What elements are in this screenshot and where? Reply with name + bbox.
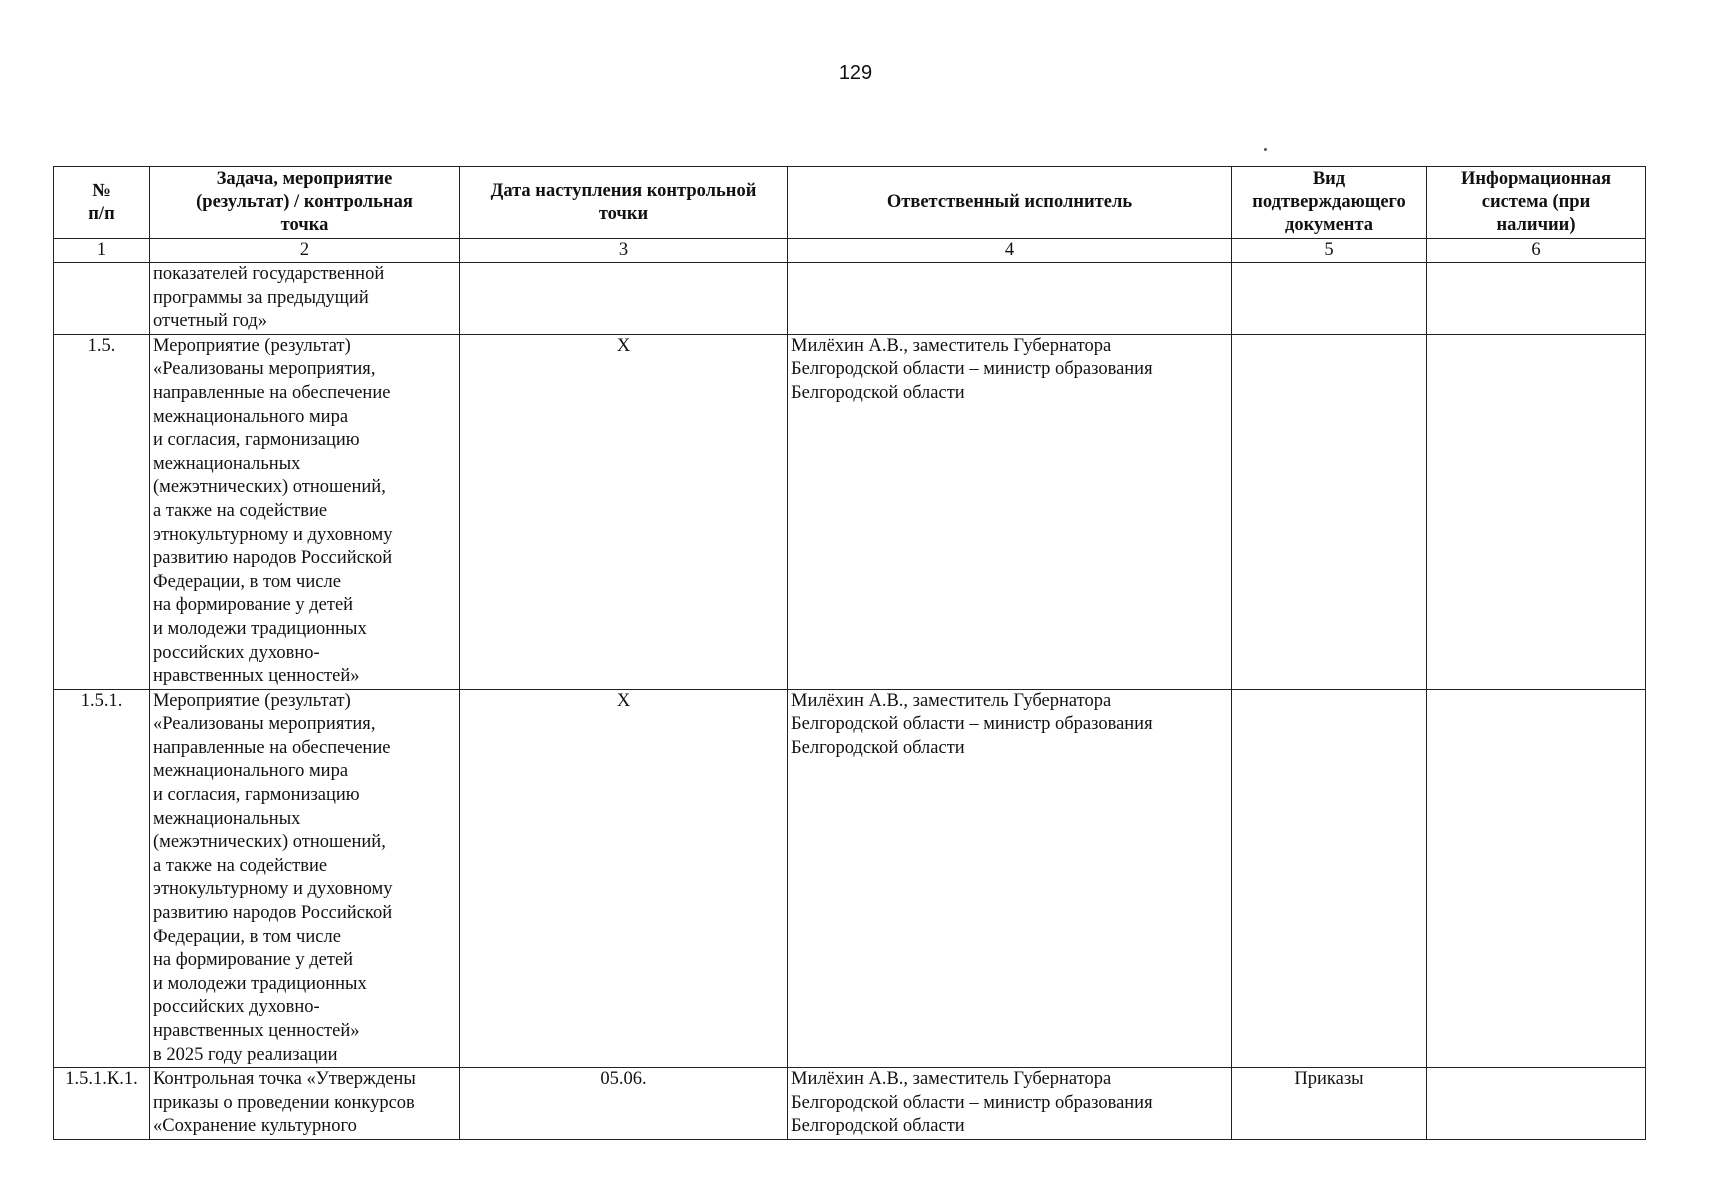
- document-type-cell: Приказы: [1232, 1068, 1427, 1140]
- info-system-cell: [1427, 334, 1646, 689]
- header-responsible: Ответственный исполнитель: [788, 167, 1232, 239]
- task-cell: Мероприятие (результат) «Реализованы мероприятия, направленные на обеспечение межнационального мира и согласия, гармонизацию межнациональных (межэтнических) отношений, а также на содействие этнокультурному и духовному развитию народов Российской Федерации, в том числе на формирование у детей и молодежи традиционных российских духовно- нравственных ценностей»: [150, 334, 460, 689]
- info-system-cell: [1427, 263, 1646, 335]
- row-number-cell: [54, 263, 150, 335]
- column-number: 4: [788, 239, 1232, 263]
- task-cell: показателей государственной программы за предыдущий отчетный год»: [150, 263, 460, 335]
- column-number: 2: [150, 239, 460, 263]
- responsible-cell: Милёхин А.В., заместитель Губернатора Белгородской области – министр образования Белгородской области: [788, 689, 1232, 1068]
- table-row: [54, 263, 1646, 335]
- responsible-cell: Милёхин А.В., заместитель Губернатора Белгородской области – министр образования Белгородской области: [788, 1068, 1232, 1140]
- header-info-system: Информационная система (при наличии): [1427, 167, 1646, 239]
- header-document-type: Вид подтверждающего документа: [1232, 167, 1427, 239]
- document-type-cell: [1232, 689, 1427, 1068]
- table-row: [54, 689, 1646, 1068]
- header-task: Задача, мероприятие (результат) / контрольная точка: [150, 167, 460, 239]
- responsible-cell: [788, 263, 1232, 335]
- table-header-row: [54, 167, 1646, 239]
- row-number-cell: 1.5.1.: [54, 689, 150, 1068]
- table-row: [54, 1068, 1646, 1140]
- scan-speck: [1264, 148, 1267, 151]
- row-number-cell: 1.5.: [54, 334, 150, 689]
- task-cell: Контрольная точка «Утверждены приказы о проведении конкурсов «Сохранение культурного: [150, 1068, 460, 1140]
- document-type-cell: [1232, 263, 1427, 335]
- column-number: 5: [1232, 239, 1427, 263]
- column-numbers-row: [54, 239, 1646, 263]
- document-type-cell: [1232, 334, 1427, 689]
- column-number: 1: [54, 239, 150, 263]
- column-number: 3: [460, 239, 788, 263]
- table-row: [54, 334, 1646, 689]
- date-cell: X: [460, 689, 788, 1068]
- row-number-cell: 1.5.1.К.1.: [54, 1068, 150, 1140]
- column-number: 6: [1427, 239, 1646, 263]
- header-date: Дата наступления контрольной точки: [460, 167, 788, 239]
- task-cell: Мероприятие (результат) «Реализованы мероприятия, направленные на обеспечение межнационального мира и согласия, гармонизацию межнациональных (межэтнических) отношений, а также на содействие этнокультурному и духовному развитию народов Российской Федерации, в том числе на формирование у детей и молодежи традиционных российских духовно- нравственных ценностей» в 2025 году реализации: [150, 689, 460, 1068]
- header-number: № п/п: [54, 167, 150, 239]
- info-system-cell: [1427, 689, 1646, 1068]
- responsible-cell: Милёхин А.В., заместитель Губернатора Белгородской области – министр образования Белгородской области: [788, 334, 1232, 689]
- date-cell: [460, 263, 788, 335]
- info-system-cell: [1427, 1068, 1646, 1140]
- page-number: 129: [838, 62, 873, 84]
- date-cell: 05.06.: [460, 1068, 788, 1140]
- date-cell: X: [460, 334, 788, 689]
- control-points-table: [53, 166, 1646, 1140]
